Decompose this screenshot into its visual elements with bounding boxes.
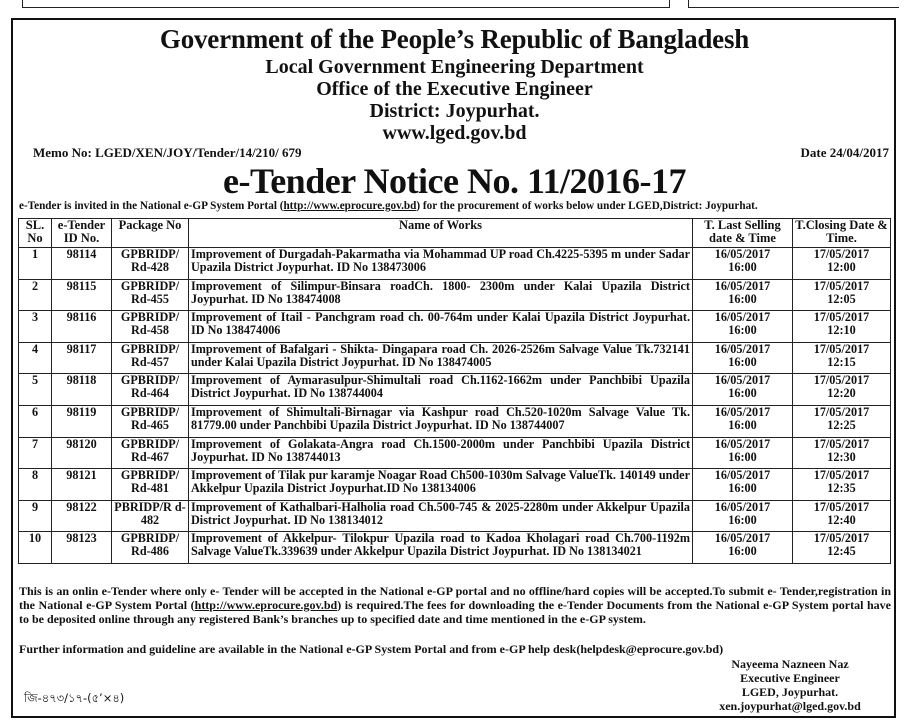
- notice-title: e-Tender Notice No. 11/2016-17: [223, 161, 686, 201]
- cell-last-selling-date: 16/05/2017: [714, 404, 771, 419]
- cell-closing-time: 12:30: [827, 449, 856, 464]
- table-row: [19, 248, 891, 280]
- cell-last-selling-time: 16:00: [728, 449, 757, 464]
- cell-last-selling: [693, 279, 793, 311]
- signatory-title: Executive Engineer: [740, 671, 840, 685]
- cell-closing-time: 12:00: [827, 260, 856, 274]
- top-clipping-edges: [0, 0, 909, 14]
- signatory-office: LGED, Joypurhat.: [741, 685, 839, 699]
- cell-tender-id: 98120: [52, 437, 112, 469]
- cell-works: Improvement of Tilak pur karamje Noagar Road Ch500-1030m Salvage ValueTk. 140149 under Akkelpur Upazila District Joypurhat.ID No 138134006: [189, 469, 693, 501]
- office-heading: Office of the Executive Engineer: [316, 78, 593, 100]
- cell-last-selling-date: 16/05/2017: [714, 310, 771, 325]
- cell-works: Improvement of Kathalbari-Halholia road Ch.500-745 & 2025-2280m under Akkelpur Upazila District Joypurhat. ID No 138134012: [189, 500, 693, 532]
- cell-package: GPBRIDP/ Rd-457: [112, 342, 189, 374]
- cell-tender-id: 98115: [52, 279, 112, 311]
- table-row: [19, 469, 891, 501]
- cell-package: GPBRIDP/ Rd-464: [112, 374, 189, 406]
- memo-number: Memo No: LGED/XEN/JOY/Tender/14/210/ 679: [33, 145, 302, 160]
- cell-last-selling-time: 16:00: [728, 323, 757, 338]
- cell-tender-id: 98114: [52, 248, 112, 280]
- website-heading: www.lged.gov.bd: [382, 122, 527, 144]
- adjacent-ad-border-right: [688, 0, 899, 8]
- cell-closing-time: 12:40: [827, 512, 856, 527]
- cell-closing: [793, 342, 891, 374]
- cell-package: GPBRIDP/ Rd-486: [112, 532, 189, 564]
- table-row: [19, 437, 891, 469]
- cell-last-selling-time: 16:00: [728, 354, 757, 369]
- header-closing: T.Closing Date & Time.: [793, 219, 891, 248]
- table-row: [19, 532, 891, 564]
- cell-package: GPBRIDP/ Rd-467: [112, 437, 189, 469]
- works-table: [18, 218, 891, 564]
- cell-last-selling: [693, 374, 793, 406]
- cell-last-selling-time: 16:00: [728, 417, 757, 432]
- header-last-selling: T. Last Selling date & Time: [693, 219, 793, 248]
- cell-closing-time: 12:35: [827, 481, 856, 496]
- table-row: [19, 405, 891, 437]
- cell-last-selling-time: 16:00: [728, 386, 757, 401]
- cell-closing: [793, 500, 891, 532]
- cell-last-selling-time: 16:00: [728, 512, 757, 527]
- cell-works: Improvement of Durgadah-Pakarmatha via Mohammad UP road Ch.4225-5395 m under Sadar Upazila District Joypurhat. ID No 138473006: [189, 248, 693, 280]
- cell-last-selling: [693, 469, 793, 501]
- cell-closing: [793, 405, 891, 437]
- cell-last-selling-time: 16:00: [728, 291, 757, 306]
- cell-tender-id: 98123: [52, 532, 112, 564]
- cell-last-selling-date: 16/05/2017: [714, 247, 771, 261]
- intro-text-before: e-Tender is invited in the National e-GP System Portal (: [19, 200, 284, 212]
- cell-works: Improvement of Aymarasulpur-Shimultali road Ch.1162-1662m under Panchbibi Upazila District Joypurhat. ID No 138744004: [189, 374, 693, 406]
- table-header-row: [19, 219, 891, 248]
- cell-last-selling: [693, 500, 793, 532]
- cell-works: Improvement of Golakata-Angra road Ch.1500-2000m under Panchbibi Upazila District Joypurhat. ID No 138744013: [189, 437, 693, 469]
- cell-tender-id: 98122: [52, 500, 112, 532]
- cell-last-selling-time: 16:00: [728, 260, 757, 274]
- cell-closing-time: 12:45: [827, 544, 856, 559]
- cell-last-selling-date: 16/05/2017: [714, 373, 771, 388]
- cell-tender-id: 98119: [52, 405, 112, 437]
- helpdesk-email-link[interactable]: helpdesk@eprocure.gov.bd: [580, 642, 720, 656]
- cell-closing-date: 17/05/2017: [813, 468, 870, 483]
- cell-last-selling-date: 16/05/2017: [714, 531, 771, 546]
- cell-closing-date: 17/05/2017: [813, 436, 870, 451]
- cell-closing: [793, 469, 891, 501]
- cell-package: GPBRIDP/ Rd-455: [112, 279, 189, 311]
- notice-date: Date 24/04/2017: [800, 145, 889, 160]
- table-row: [19, 342, 891, 374]
- cell-closing-time: 12:15: [827, 354, 856, 369]
- header-tender-id: e-Tender ID No.: [52, 219, 112, 248]
- header-works: Name of Works: [189, 219, 693, 248]
- intro-text-after: ) for the procurement of works below under LGED,District: Joypurhat.: [416, 200, 758, 212]
- table-row: [19, 500, 891, 532]
- table-row: [19, 374, 891, 406]
- cell-works: Improvement of Itail - Panchgram road ch. 00-764m under Kalai Upazila District Joypurhat. ID No 138474006: [189, 311, 693, 343]
- cell-sl: 4: [19, 342, 52, 374]
- cell-closing-time: 12:05: [827, 291, 856, 306]
- cell-closing-date: 17/05/2017: [813, 499, 870, 514]
- cell-closing-date: 17/05/2017: [813, 310, 870, 325]
- cell-closing: [793, 532, 891, 564]
- cell-last-selling-date: 16/05/2017: [714, 499, 771, 514]
- cell-closing-time: 12:25: [827, 417, 856, 432]
- cell-closing: [793, 311, 891, 343]
- cell-last-selling: [693, 311, 793, 343]
- cell-tender-id: 98116: [52, 311, 112, 343]
- cell-last-selling-date: 16/05/2017: [714, 278, 771, 293]
- cell-tender-id: 98121: [52, 469, 112, 501]
- table-row: [19, 311, 891, 343]
- cell-sl: 10: [19, 532, 52, 564]
- cell-works: Improvement of Akkelpur- Tilokpur Upazila road to Kadoa Kholagari road Ch.700-1192m Salvage ValueTk.339639 under Akkelpur Upazila District Joypurhat. ID No 138134021: [189, 532, 693, 564]
- cell-last-selling: [693, 405, 793, 437]
- cell-last-selling-time: 16:00: [728, 481, 757, 496]
- cell-works: Improvement of Shimultali-Birnagar via Kashpur road Ch.520-1020m Salvage Value Tk. 81779.00 under Panchbibi Upazila District Joypurhat. ID No 138744007: [189, 405, 693, 437]
- government-heading: Government of the People’s Republic of Bangladesh: [159, 24, 750, 54]
- cell-last-selling-date: 16/05/2017: [714, 341, 771, 356]
- cell-last-selling-date: 16/05/2017: [714, 436, 771, 451]
- cell-package: GPBRIDP/ Rd-428: [112, 248, 189, 280]
- table-row: [19, 279, 891, 311]
- cell-sl: 6: [19, 405, 52, 437]
- cell-closing-time: 12:20: [827, 386, 856, 401]
- cell-closing-date: 17/05/2017: [813, 341, 870, 356]
- reference-code: জি-৪৭৩/১৭-(৫’×৪): [24, 691, 125, 705]
- signatory-email[interactable]: xen.joypurhat@lged.gov.bd: [719, 699, 861, 713]
- intro-text: [19, 200, 891, 212]
- cell-last-selling-date: 16/05/2017: [714, 468, 771, 483]
- cell-works: Improvement of Bafalgari - Shikta- Dingapara road Ch. 2026-2526m Salvage Value Tk.732141 under Kalai Upazila District Joypurhat. ID No 138474005: [189, 342, 693, 374]
- cell-sl: 2: [19, 279, 52, 311]
- footer-paragraph: [19, 584, 891, 626]
- cell-closing-date: 17/05/2017: [813, 278, 870, 293]
- district-heading: District: Joypurhat.: [369, 100, 540, 122]
- helpdesk-text-end: ): [719, 642, 724, 656]
- cell-closing-date: 17/05/2017: [813, 531, 870, 546]
- cell-sl: 5: [19, 374, 52, 406]
- cell-closing: [793, 279, 891, 311]
- cell-works: Improvement of Silimpur-Binsara roadCh. 1800- 2300m under Kalai Upazila District Joypurhat. ID No 138474008: [189, 279, 693, 311]
- header-sl: SL. No: [19, 219, 52, 248]
- header-package: Package No: [112, 219, 189, 248]
- signature-block: [690, 657, 890, 713]
- cell-package: GPBRIDP/ Rd-465: [112, 405, 189, 437]
- department-heading: Local Government Engineering Department: [265, 56, 644, 78]
- cell-last-selling: [693, 437, 793, 469]
- cell-closing: [793, 437, 891, 469]
- cell-last-selling: [693, 532, 793, 564]
- cell-package: GPBRIDP/ Rd-458: [112, 311, 189, 343]
- cell-last-selling: [693, 342, 793, 374]
- cell-tender-id: 98117: [52, 342, 112, 374]
- footer-text-a: This is an onlin e-Tender where only e- Tender will be accepted in the National e-GP portal and no offline/hard copies will be accepted.To submit e- Tender,registration in the National e-GP System Portal (: [19, 584, 891, 612]
- signatory-name: Nayeema Nazneen Naz: [731, 657, 849, 671]
- eprocure-link[interactable]: http://www.eprocure.gov.bd: [283, 200, 417, 212]
- cell-closing-date: 17/05/2017: [813, 247, 870, 261]
- cell-tender-id: 98118: [52, 374, 112, 406]
- cell-closing-date: 17/05/2017: [813, 373, 870, 388]
- cell-last-selling: [693, 248, 793, 280]
- cell-package: GPBRIDP/ Rd-481: [112, 469, 189, 501]
- cell-sl: 7: [19, 437, 52, 469]
- cell-last-selling-time: 16:00: [728, 544, 757, 559]
- eprocure-link-footer[interactable]: http://www.eprocure.gov.bd: [194, 598, 338, 612]
- cell-sl: 9: [19, 500, 52, 532]
- cell-package: PBRIDP/R d-482: [112, 500, 189, 532]
- helpdesk-paragraph: [19, 642, 891, 656]
- cell-closing-time: 12:10: [827, 323, 856, 338]
- footer-text-b: ) is required.The fees for downloading the e-Tender Documents from the National e-GP System portal have to be deposited online through any registered Bank’s branches up to specified date and time mentioned in the e-GP system.: [19, 598, 891, 626]
- cell-closing-date: 17/05/2017: [813, 404, 870, 419]
- cell-sl: 1: [19, 248, 52, 280]
- cell-sl: 8: [19, 469, 52, 501]
- helpdesk-text: Further information and guideline are available in the National e-GP System Portal and from e-GP help desk(: [19, 642, 581, 656]
- cell-closing: [793, 248, 891, 280]
- cell-closing: [793, 374, 891, 406]
- cell-sl: 3: [19, 311, 52, 343]
- adjacent-ad-border-left: [22, 0, 670, 8]
